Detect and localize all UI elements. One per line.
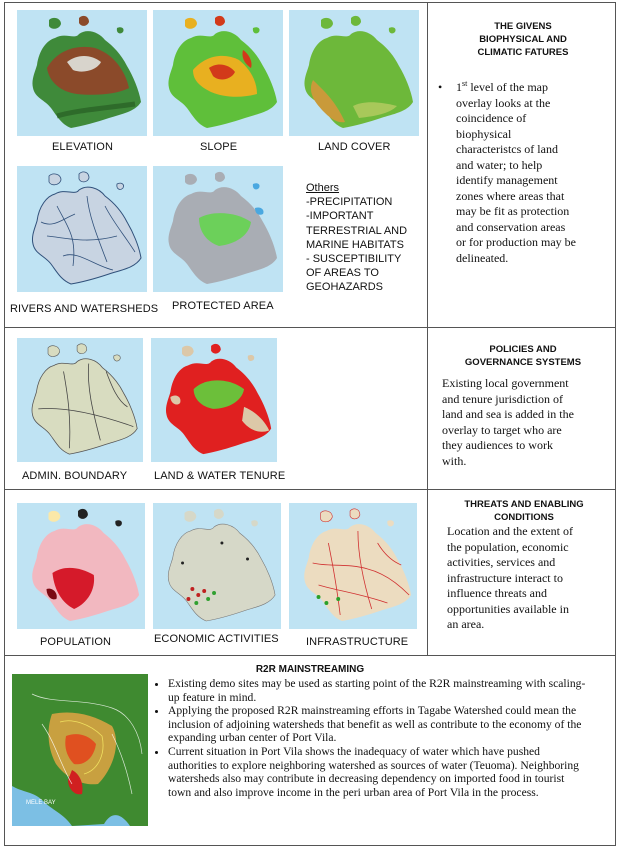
section4-title: R2R MAINSTREAMING bbox=[255, 664, 365, 675]
r2r-bullet: • Applying the proposed R2R mainstreaming efforts in Tagabe Watershed could mean the inclusion of adjoining watersheds that benefit as well as contribute to the economy of the expanding urban center of Port Vila. bbox=[168, 704, 586, 745]
column-divider bbox=[427, 2, 428, 655]
infrastructure-map bbox=[289, 503, 417, 629]
others-heading: Others bbox=[306, 182, 340, 194]
others-item: MARINE HABITATS bbox=[306, 238, 404, 251]
other-layers-list bbox=[306, 181, 407, 295]
others-item: - SUSCEPTIBILITY bbox=[306, 253, 402, 266]
map-caption-population: POPULATION bbox=[40, 636, 112, 648]
r2r-bullet: • Existing demo sites may be used as starting point of the R2R mainstreaming with scaling-up feature in mind. bbox=[168, 677, 586, 704]
section2-body: Existing local government and tenure jurisdiction of land and sea is added in the overlay to target who are they audiences to work with. bbox=[442, 376, 574, 468]
section1-title bbox=[438, 20, 608, 59]
section-divider-2 bbox=[4, 489, 616, 490]
map-caption-tenure: LAND & WATER TENURE bbox=[154, 470, 286, 482]
r2r-bullet: • Current situation in Port Vila shows the inadequacy of water which have pushed authorities to explore neighboring watershed as sources of water (Teuoma). Neighboring watersheds also may contribute in decreasing dependency on imported food in tourist town and also improve income in the peri urban area of Port Vila in the process. bbox=[168, 745, 586, 799]
others-item: GEOHAZARDS bbox=[306, 281, 384, 294]
section1-body-post: level of the map overlay looks at the coincidence of biophysical characteristcs of land and water; to help identify management zones where areas that may be fit as protection and conservation areas or for production may be delineated. bbox=[456, 80, 576, 265]
section1-body: • 1st level of the map overlay looks at the coincidence of biophysical characteristcs of land and water; to help identify management zones where areas that may be fit as protection and conservation areas or for production may be delineated. bbox=[438, 79, 576, 265]
map-caption-rivers: RIVERS AND WATERSHEDS bbox=[10, 303, 159, 315]
section2-title-line: POLICIES AND bbox=[489, 344, 557, 355]
section1-title-line: THE GIVENS bbox=[494, 21, 552, 32]
map-caption-infrastructure: INFRASTRUCTURE bbox=[306, 636, 409, 648]
section1-title-line: CLIMATIC FATURES bbox=[477, 47, 569, 58]
mele-bay-label: MELE BAY bbox=[26, 800, 56, 806]
rivers-watersheds-map bbox=[17, 166, 147, 292]
elevation-map bbox=[17, 10, 147, 136]
r2r-watershed-map bbox=[12, 674, 148, 826]
map-caption-elevation: ELEVATION bbox=[52, 141, 114, 153]
map-caption-economic: ECONOMIC ACTIVITIES bbox=[154, 633, 279, 645]
land-water-tenure-map bbox=[151, 338, 277, 462]
others-item: -PRECIPITATION bbox=[306, 196, 393, 209]
others-item: -IMPORTANT bbox=[306, 210, 374, 223]
admin-boundary-map bbox=[17, 338, 143, 462]
population-map bbox=[17, 503, 145, 629]
economic-activities-map bbox=[153, 503, 281, 629]
section-divider-1 bbox=[4, 327, 616, 328]
slope-map bbox=[153, 10, 283, 136]
map-caption-land-cover: LAND COVER bbox=[318, 141, 391, 153]
section1-title-line: BIOPHYSICAL AND bbox=[479, 34, 567, 45]
section3-title bbox=[434, 498, 614, 524]
others-item: OF AREAS TO bbox=[306, 267, 379, 280]
section2-title-line: GOVERNANCE SYSTEMS bbox=[464, 357, 582, 368]
land-cover-map bbox=[289, 10, 419, 136]
section1-body-pre: 1 bbox=[456, 80, 462, 94]
r2r-bullet-list bbox=[154, 677, 586, 799]
section1-body-sup: st bbox=[462, 79, 468, 88]
map-caption-admin: ADMIN. BOUNDARY bbox=[22, 470, 128, 482]
section2-title bbox=[438, 343, 608, 369]
section3-title-line: CONDITIONS bbox=[494, 512, 554, 523]
section3-title-line: THREATS AND ENABLING bbox=[464, 499, 584, 510]
section3-body: Location and the extent of the population, economic activities, services and infrastructure interact to influence threats and opportunities available in an area. bbox=[447, 524, 573, 631]
map-caption-protected: PROTECTED AREA bbox=[172, 300, 274, 312]
protected-area-map bbox=[153, 166, 283, 292]
map-caption-slope: SLOPE bbox=[200, 141, 238, 153]
others-item: TERRESTRIAL AND bbox=[306, 224, 408, 237]
section-divider-3 bbox=[4, 655, 616, 656]
